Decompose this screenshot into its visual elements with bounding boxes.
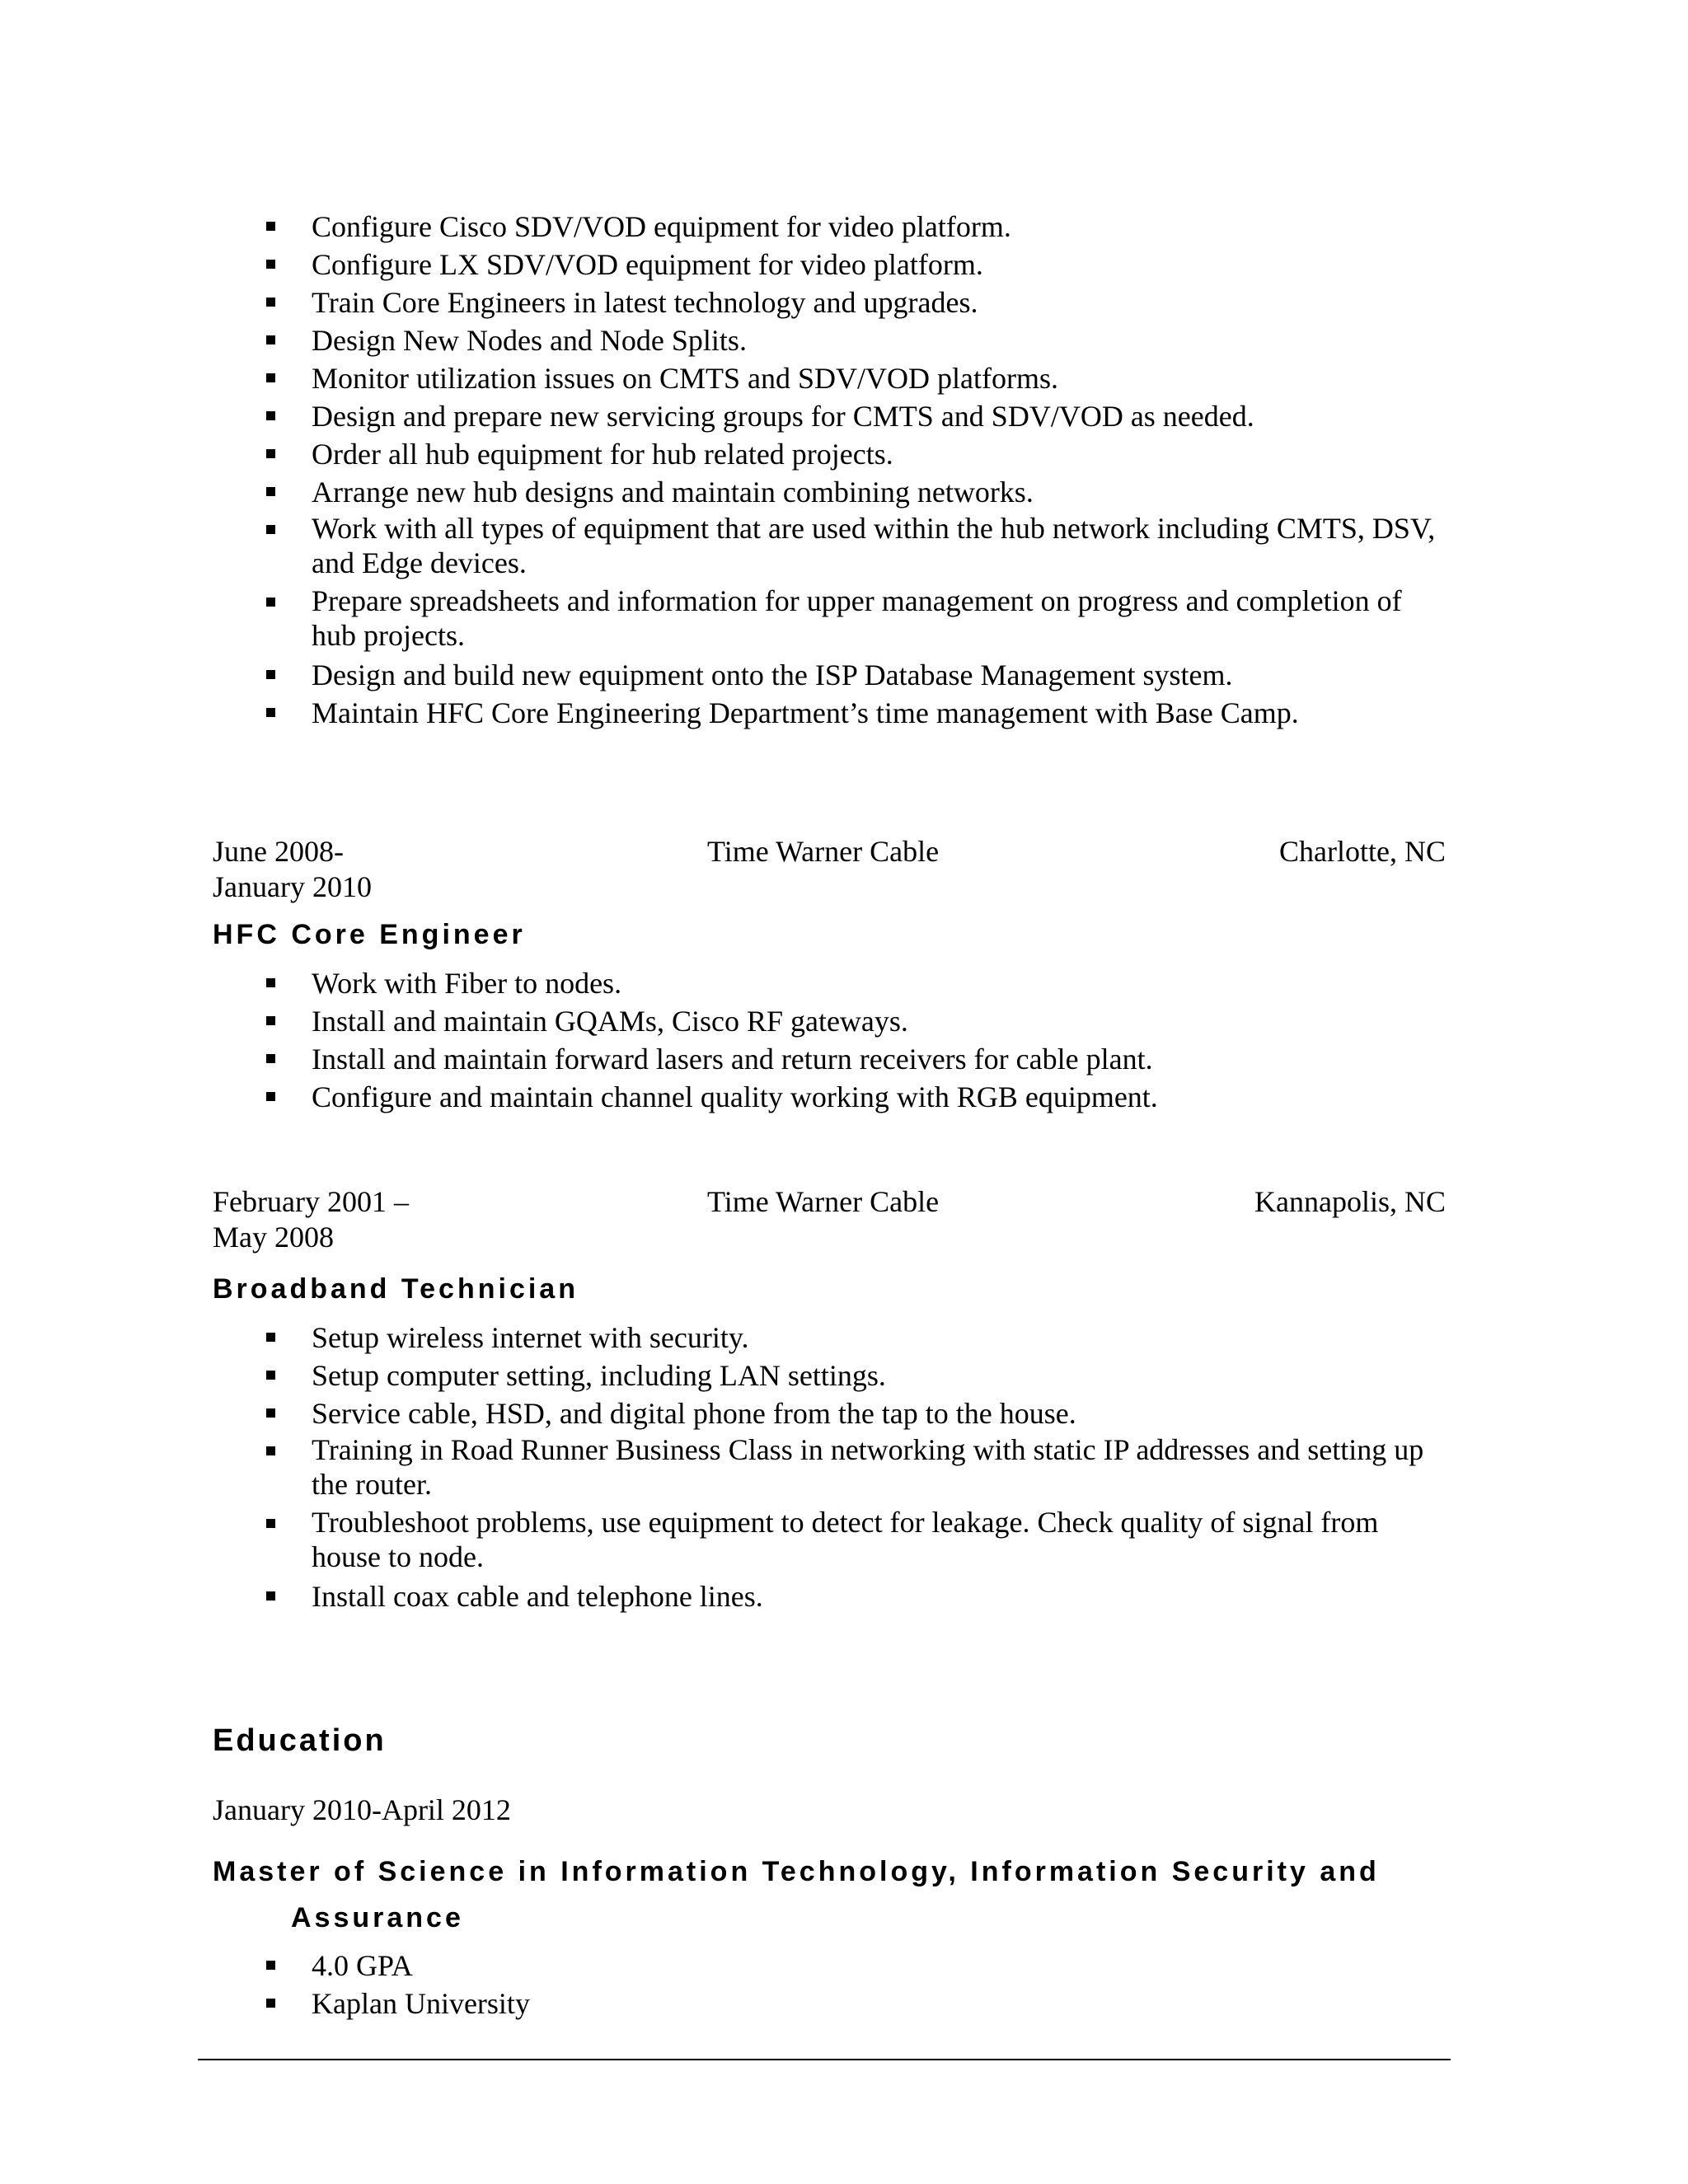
square-bullet-icon bbox=[266, 1519, 275, 1528]
square-bullet-icon bbox=[266, 411, 275, 420]
list-item: Kaplan University bbox=[262, 1985, 1449, 2022]
education-dates: January 2010-April 2012 bbox=[213, 1793, 511, 1826]
list-item: Work with Fiber to nodes. bbox=[262, 964, 1449, 1002]
list-item: Order all hub equipment for hub related projects. bbox=[262, 435, 1449, 473]
square-bullet-icon bbox=[266, 708, 275, 717]
list-item: Troubleshoot problems, use equipment to detect for leakage. Check quality of signal from house to node. bbox=[262, 1505, 1449, 1574]
square-bullet-icon bbox=[266, 525, 275, 534]
square-bullet-icon bbox=[266, 1999, 275, 2008]
square-bullet-icon bbox=[266, 670, 275, 679]
list-item: Configure LX SDV/VOD equipment for video platform. bbox=[262, 246, 1449, 284]
footer-divider bbox=[198, 2059, 1451, 2060]
list-item: Monitor utilization issues on CMTS and SDV/VOD platforms. bbox=[262, 359, 1449, 397]
job-dates: June 2008- January 2010 bbox=[213, 835, 372, 903]
section-heading-education: Education bbox=[213, 1723, 387, 1758]
square-bullet-icon bbox=[266, 1092, 275, 1101]
list-item: Train Core Engineers in latest technology and upgrades. bbox=[262, 284, 1449, 321]
job-company: Time Warner Cable bbox=[707, 1185, 940, 1218]
list-item: 4.0 GPA bbox=[262, 1947, 1449, 1985]
square-bullet-icon bbox=[266, 1408, 275, 1418]
job-duties-list bbox=[262, 1319, 1449, 1615]
education-details-list bbox=[262, 1947, 1449, 2022]
square-bullet-icon bbox=[266, 978, 275, 987]
square-bullet-icon bbox=[266, 1054, 275, 1063]
square-bullet-icon bbox=[266, 335, 275, 344]
list-item: Design and prepare new servicing groups for CMTS and SDV/VOD as needed. bbox=[262, 397, 1449, 435]
square-bullet-icon bbox=[266, 1371, 275, 1380]
job-header-row bbox=[213, 1183, 1446, 1258]
list-item: Prepare spreadsheets and information for upper management on progress and completion of hub projects. bbox=[262, 583, 1449, 653]
square-bullet-icon bbox=[266, 1591, 275, 1601]
square-bullet-icon bbox=[266, 1446, 275, 1455]
previous-job-duties-list bbox=[262, 208, 1449, 732]
list-item: Configure Cisco SDV/VOD equipment for video platform. bbox=[262, 208, 1449, 246]
job-company: Time Warner Cable bbox=[707, 835, 940, 868]
job-header-row bbox=[213, 832, 1446, 908]
square-bullet-icon bbox=[266, 222, 275, 231]
job-title: HFC Core Engineer bbox=[213, 919, 526, 950]
list-item: Maintain HFC Core Engineering Department’s time management with Base Camp. bbox=[262, 694, 1449, 732]
list-item: Design New Nodes and Node Splits. bbox=[262, 321, 1449, 359]
list-item: Design and build new equipment onto the ISP Database Management system. bbox=[262, 656, 1449, 694]
degree-title: Master of Science in Information Technology, Information Security and Assurance bbox=[213, 1856, 1380, 1933]
list-item: Configure and maintain channel quality working with RGB equipment. bbox=[262, 1078, 1449, 1116]
square-bullet-icon bbox=[266, 449, 275, 458]
list-item: Service cable, HSD, and digital phone from the tap to the house. bbox=[262, 1394, 1449, 1432]
square-bullet-icon bbox=[266, 260, 275, 269]
job-location: Kannapolis, NC bbox=[1254, 1185, 1446, 1218]
job-title: Broadband Technician bbox=[213, 1273, 579, 1305]
job-location: Charlotte, NC bbox=[1279, 835, 1446, 868]
job-dates: February 2001 – May 2008 bbox=[213, 1185, 409, 1254]
list-item: Install and maintain forward lasers and return receivers for cable plant. bbox=[262, 1040, 1449, 1078]
list-item: Setup wireless internet with security. bbox=[262, 1319, 1449, 1357]
square-bullet-icon bbox=[266, 598, 275, 607]
square-bullet-icon bbox=[266, 1333, 275, 1342]
square-bullet-icon bbox=[266, 373, 275, 382]
list-item: Install and maintain GQAMs, Cisco RF gateways. bbox=[262, 1002, 1449, 1040]
job-duties-list bbox=[262, 964, 1449, 1116]
square-bullet-icon bbox=[266, 487, 275, 496]
square-bullet-icon bbox=[266, 298, 275, 307]
list-item: Arrange new hub designs and maintain combining networks. bbox=[262, 473, 1449, 511]
list-item: Setup computer setting, including LAN settings. bbox=[262, 1357, 1449, 1394]
list-item: Work with all types of equipment that are used within the hub network including CMTS, DSV, and Edge devices. bbox=[262, 511, 1449, 580]
list-item: Training in Road Runner Business Class in networking with static IP addresses and setting up the router. bbox=[262, 1432, 1449, 1502]
square-bullet-icon bbox=[266, 1016, 275, 1025]
list-item: Install coax cable and telephone lines. bbox=[262, 1577, 1449, 1615]
square-bullet-icon bbox=[266, 1961, 275, 1970]
